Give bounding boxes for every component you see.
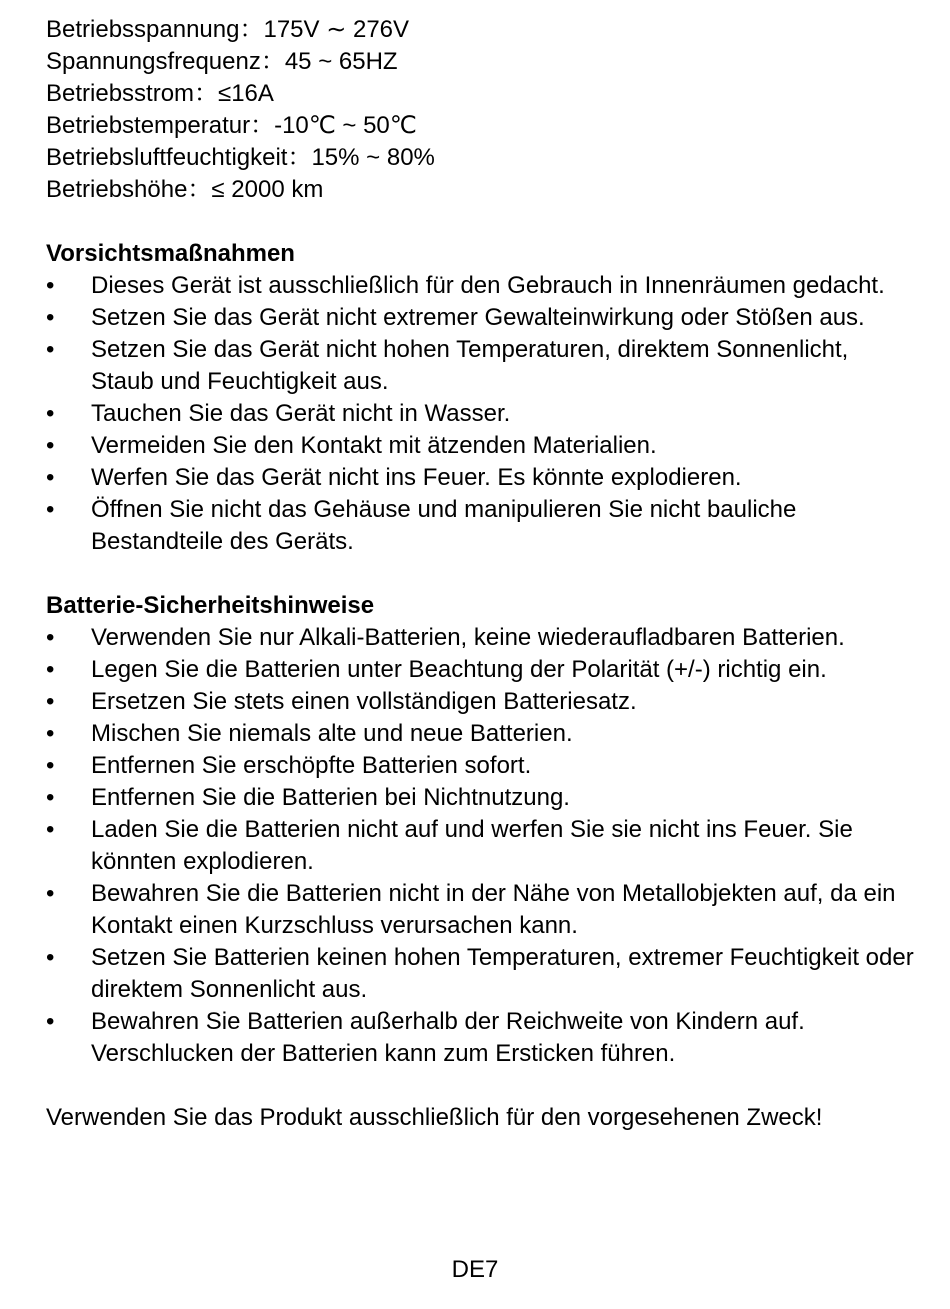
battery-safety-list	[46, 622, 916, 1070]
list-item	[46, 942, 916, 1006]
list-item-text: Mischen Sie niemals alte und neue Batterien.	[91, 720, 573, 747]
bullet-icon: •	[46, 624, 55, 651]
precautions-heading: Vorsichtsmaßnahmen	[46, 240, 295, 267]
page-number: DE7	[451, 1256, 499, 1283]
list-item	[46, 494, 916, 558]
battery-safety-heading: Batterie-Sicherheitshinweise	[46, 592, 375, 619]
spacer	[46, 558, 916, 590]
spec-operating-temperature: Betriebstemperatur：-10℃ ~ 50℃	[46, 112, 417, 139]
closing-note: Verwenden Sie das Produkt ausschließlich für den vorgesehenen Zweck!	[46, 1104, 823, 1131]
list-item-text: Vermeiden Sie den Kontakt mit ätzenden Materialien.	[91, 432, 657, 459]
bullet-icon: •	[46, 784, 55, 811]
bullet-icon: •	[46, 432, 55, 459]
list-item-text: Bewahren Sie die Batterien nicht in der Nähe von Metallobjekten auf, da ein Kontakt einen Kurzschluss verursachen kann.	[91, 880, 896, 939]
list-item-text: Setzen Sie das Gerät nicht hohen Temperaturen, direktem Sonnenlicht, Staub und Feuchtigkeit aus.	[91, 336, 849, 395]
spec-list	[46, 14, 916, 206]
list-item-text: Verwenden Sie nur Alkali-Batterien, keine wiederaufladbaren Batterien.	[91, 624, 845, 651]
list-item-text: Öffnen Sie nicht das Gehäuse und manipulieren Sie nicht bauliche Bestandteile des Geräts.	[91, 496, 797, 555]
list-item-text: Tauchen Sie das Gerät nicht in Wasser.	[91, 400, 511, 427]
list-item	[46, 654, 916, 686]
bullet-icon: •	[46, 464, 55, 491]
bullet-icon: •	[46, 304, 55, 331]
list-item-text: Entfernen Sie die Batterien bei Nichtnutzung.	[91, 784, 570, 811]
bullet-icon: •	[46, 720, 55, 747]
list-item	[46, 398, 916, 430]
list-item	[46, 462, 916, 494]
list-item	[46, 622, 916, 654]
list-item	[46, 270, 916, 302]
bullet-icon: •	[46, 400, 55, 427]
spacer	[46, 1070, 916, 1102]
bullet-icon: •	[46, 336, 55, 363]
spec-operating-voltage: Betriebsspannung：175V ∼ 276V	[46, 16, 410, 43]
spec-operating-altitude: Betriebshöhe：≤ 2000 km	[46, 176, 324, 203]
bullet-icon: •	[46, 816, 55, 843]
list-item	[46, 430, 916, 462]
document-page	[46, 14, 916, 1134]
list-item	[46, 1006, 916, 1070]
list-item	[46, 750, 916, 782]
list-item-text: Bewahren Sie Batterien außerhalb der Reichweite von Kindern auf. Verschlucken der Batterien kann zum Ersticken führen.	[91, 1008, 805, 1067]
list-item	[46, 878, 916, 942]
list-item	[46, 302, 916, 334]
list-item-text: Ersetzen Sie stets einen vollständigen Batteriesatz.	[91, 688, 637, 715]
spec-frequency: Spannungsfrequenz：45 ~ 65HZ	[46, 48, 398, 75]
bullet-icon: •	[46, 272, 55, 299]
bullet-icon: •	[46, 752, 55, 779]
list-item	[46, 686, 916, 718]
bullet-icon: •	[46, 1008, 55, 1035]
list-item-text: Setzen Sie das Gerät nicht extremer Gewalteinwirkung oder Stößen aus.	[91, 304, 865, 331]
list-item	[46, 718, 916, 750]
list-item-text: Laden Sie die Batterien nicht auf und werfen Sie sie nicht ins Feuer. Sie könnten explodieren.	[91, 816, 853, 875]
list-item-text: Legen Sie die Batterien unter Beachtung der Polarität (+/-) richtig ein.	[91, 656, 827, 683]
list-item-text: Setzen Sie Batterien keinen hohen Temperaturen, extremer Feuchtigkeit oder direktem Sonnenlicht aus.	[91, 944, 914, 1003]
list-item	[46, 814, 916, 878]
bullet-icon: •	[46, 688, 55, 715]
bullet-icon: •	[46, 496, 55, 523]
bullet-icon: •	[46, 944, 55, 971]
bullet-icon: •	[46, 880, 55, 907]
list-item-text: Werfen Sie das Gerät nicht ins Feuer. Es könnte explodieren.	[91, 464, 742, 491]
bullet-icon: •	[46, 656, 55, 683]
list-item-text: Dieses Gerät ist ausschließlich für den Gebrauch in Innenräumen gedacht.	[91, 272, 885, 299]
spec-operating-humidity: Betriebsluftfeuchtigkeit：15% ~ 80%	[46, 144, 435, 171]
spec-operating-current: Betriebsstrom：≤16A	[46, 80, 274, 107]
list-item	[46, 334, 916, 398]
precautions-list	[46, 270, 916, 558]
list-item-text: Entfernen Sie erschöpfte Batterien sofort.	[91, 752, 532, 779]
list-item	[46, 782, 916, 814]
spacer	[46, 206, 916, 238]
